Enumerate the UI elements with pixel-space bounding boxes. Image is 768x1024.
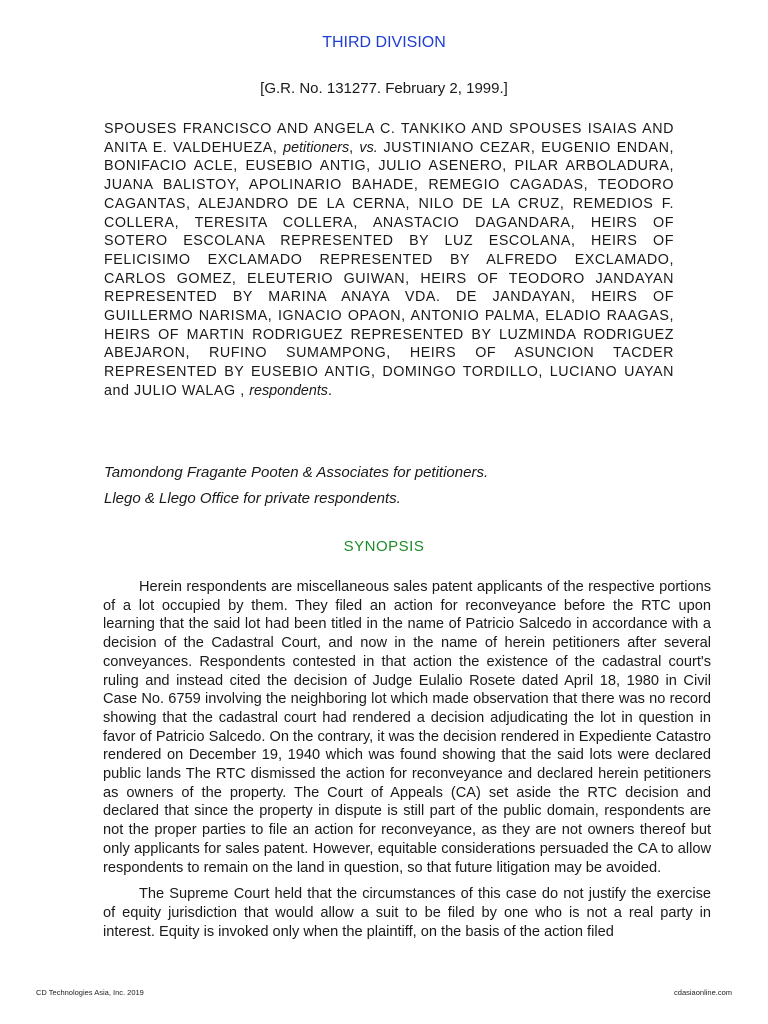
respondents-names: JUSTINIANO CEZAR, EUGENIO ENDAN, BONIFACIO ACLE, EUSEBIO ANTIG, JULIO ASENERO, PILAR ARBOLADURA, JUANA BALISTOY, APOLINARIO BAHADE, REMEGIO CAGADAS, TEODORO CAGANTAS, ALEJANDRO DE LA CERNA, NILO DE LA CRUZ, REMEDIOS F. COLLERA, TERESITA COLLERA, ANASTACIO DAGANDARA, HEIRS OF SOTERO ESCOLANA REPRESENTED BY LUZ ESCOLANA, HEIRS OF FELICISIMO EXCLAMADO REPRESENTED BY ALFREDO EXCLAMADO, CARLOS GOMEZ, ELEUTERIO GUIWAN, HEIRS OF TEODORO JANDAYAN REPRESENTED BY MARINA ANAYA VDA. DE JANDAYAN, HEIRS OF GUILLERMO NARISMA, IGNACIO OPAON, ANTONIO PALMA, ELADIO RAAGAS, HEIRS OF MARTIN RODRIGUEZ REPRESENTED BY LUZMINDA RODRIGUEZ ABEJARON, RUFINO SUMAMPONG, HEIRS OF ASUNCION TACDER REPRESENTED BY EUSEBIO ANTIG, DOMINGO TORDILLO, LUCIANO UAYAN and JULIO WALAG xyxy=(104,139,675,399)
synopsis-paragraph: The Supreme Court held that the circumstances of this case do not justify the exercise of equity jurisdiction that would allow a suit to be filed by one who is not a real party in interest. Equity is invoked only when the plaintiff, on the basis of the action filed xyxy=(103,886,711,940)
division-heading: THIRD DIVISION xyxy=(322,34,446,51)
vs-label: vs. xyxy=(359,139,378,156)
case-number: [G.R. No. 131277. February 2, 1999.] xyxy=(260,80,508,97)
case-parties: SPOUSES FRANCISCO AND ANGELA C. TANKIKO AND SPOUSES ISAIAS AND ANITA E. VALDEHUEZA, petitioners, vs. JUSTINIANO CEZAR, EUGENIO ENDAN, BONIFACIO ACLE, EUSEBIO ANTIG, JULIO ASENERO, PILAR ARBOLADURA, JUANA BALISTOY, APOLINARIO BAHADE, REMEGIO CAGADAS, TEODORO CAGANTAS, ALEJANDRO DE LA CERNA, NILO DE LA CRUZ, REMEDIOS F. COLLERA, TERESITA COLLERA, ANASTACIO DAGANDARA, HEIRS OF SOTERO ESCOLANA REPRESENTED BY LUZ ESCOLANA, HEIRS OF FELICISIMO EXCLAMADO REPRESENTED BY ALFREDO EXCLAMADO, CARLOS GOMEZ, ELEUTERIO GUIWAN, HEIRS OF TEODORO JANDAYAN REPRESENTED BY MARINA ANAYA VDA. DE JANDAYAN, HEIRS OF GUILLERMO NARISMA, IGNACIO OPAON, ANTONIO PALMA, ELADIO RAAGAS, HEIRS OF MARTIN RODRIGUEZ REPRESENTED BY LUZMINDA RODRIGUEZ ABEJARON, RUFINO SUMAMPONG, HEIRS OF ASUNCION TACDER REPRESENTED BY EUSEBIO ANTIG, DOMINGO TORDILLO, LUCIANO UAYAN and JULIO WALAG , respondents. xyxy=(104,121,675,399)
respondents-label: respondents xyxy=(249,382,328,399)
counsel-for-respondents: Llego & Llego Office for private respondents. xyxy=(104,490,401,507)
footer-website: cdasiaonline.com xyxy=(674,988,732,997)
synopsis-body xyxy=(103,578,711,949)
petitioners-names: SPOUSES FRANCISCO AND ANGELA C. TANKIKO AND SPOUSES ISAIAS AND ANITA E. VALDEHUEZA xyxy=(104,121,674,156)
petitioners-label: petitioners xyxy=(283,139,350,156)
counsel-for-petitioners: Tamondong Fragante Pooten & Associates for petitioners. xyxy=(104,464,489,481)
synopsis-paragraph: Herein respondents are miscellaneous sales patent applicants of the respective portions of a lot occupied by them. They filed an action for reconveyance before the RTC upon learning that the said lot had been titled in the name of Patricio Salcedo in accordance with a decision of the Cadastral Court, and now in the name of herein petitioners after several conveyances. Respondents contested in that action the existence of the cadastral court's ruling and instead cited the decision of Judge Eulalio Rosete dated April 18, 1980 in Civil Case No. 6759 involving the neighboring lot which made observation that there was no record showing that the cadastral court had rendered a decision adjudicating the lot in question in favor of Patricio Salcedo. On the contrary, it was the decision rendered in Expediente Catastro rendered on December 19, 1940 which was found showing that the said lots were declared public lands The RTC dismissed the action for reconveyance and declared herein petitioners as owners of the property. The Court of Appeals (CA) set aside the RTC decision and declared that since the property in dispute is still part of the public domain, respondents are not the proper parties to file an action for reconveyance, as they are not owners thereof but only applicants for sales patent. However, equitable considerations persuaded the CA to allow respondents to remain on the land in question, so that future litigation may be avoided. xyxy=(103,579,711,876)
footer-publisher: CD Technologies Asia, Inc. 2019 xyxy=(36,988,144,997)
synopsis-heading: SYNOPSIS xyxy=(343,538,425,555)
